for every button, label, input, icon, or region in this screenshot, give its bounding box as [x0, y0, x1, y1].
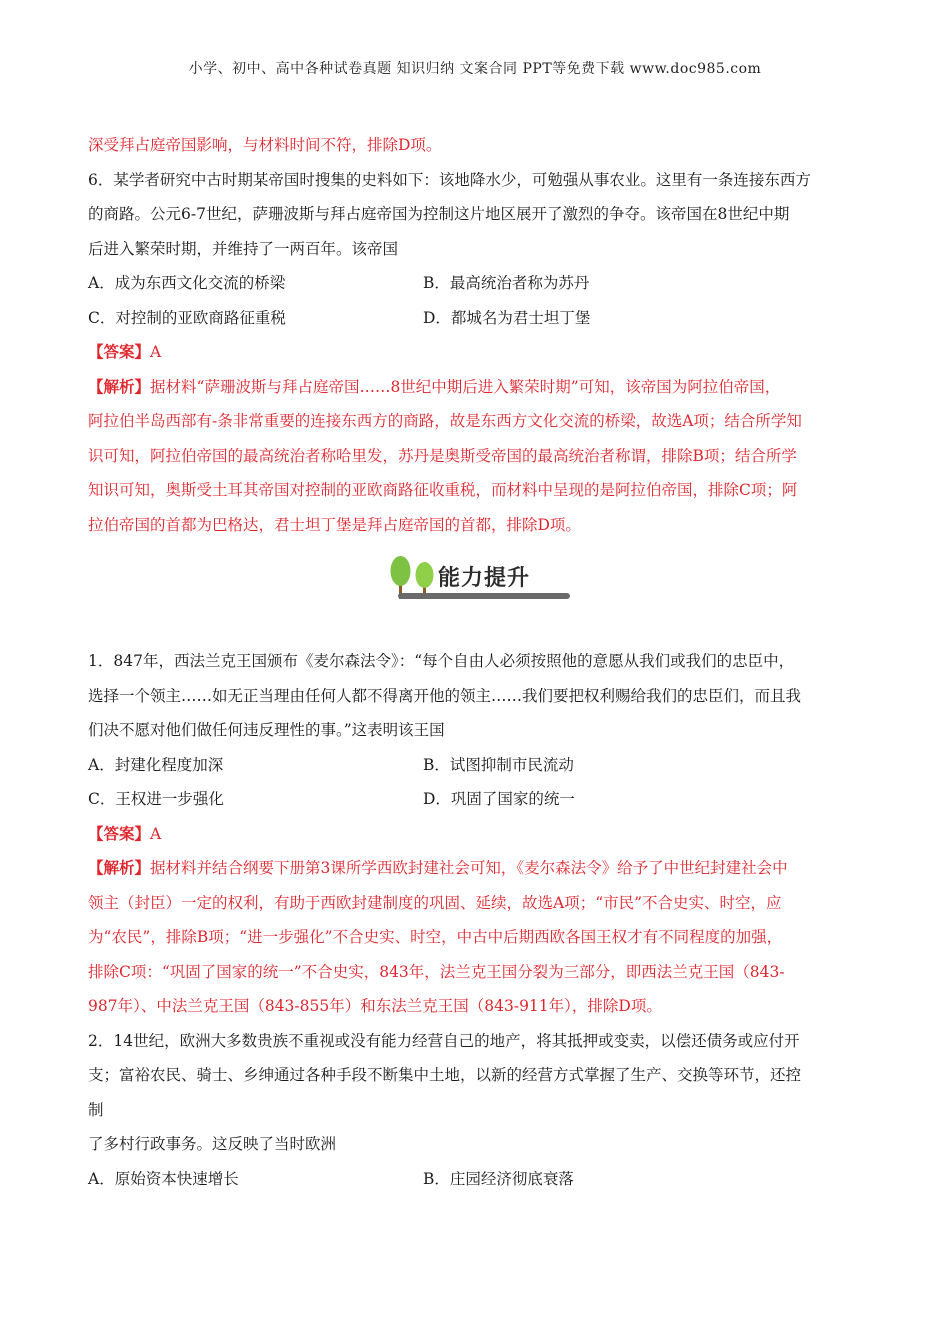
q2-stem-line-3: 制: [88, 1100, 104, 1119]
q2-option-a: A．原始资本快速增长: [88, 1169, 239, 1188]
q1-option-a: A．封建化程度加深: [88, 755, 224, 774]
page-header: 小学、初中、高中各种试卷真题 知识归纳 文案合同 PPT等免费下载 www.doc985.com: [188, 61, 762, 77]
q1-answer-value: A: [150, 824, 162, 843]
section-title: 能力提升: [438, 566, 531, 591]
q6-analysis-line-2: 阿拉伯半岛西部有-条非常重要的连接东西方的商路，故是东西方文化交流的桥梁，故选A项；结合所学知: [88, 412, 802, 430]
q6-option-c: C．对控制的亚欧商路征重税: [88, 308, 286, 327]
q1-analysis-line-4: 排除C项：“巩固了国家的统一”不合史实，843年，法兰克王国分裂为三部分，即西法兰克王国（843-: [88, 962, 785, 981]
q2-options-row-1: [88, 1162, 868, 1197]
q1-analysis-line-2: 领主（封臣）一定的权利，有助于西欧封建制度的巩固、延续，故选A项；“市民”不合史实、时空，应: [88, 893, 782, 912]
q2-stem-line-1: 2．14世纪，欧洲大多数贵族不重视或没有能力经营自己的地产，将其抵押或变卖，以偿还债务或应付开: [88, 1031, 800, 1050]
q1-answer-tag: 【答案】: [88, 823, 151, 843]
q6-answer-value: A: [150, 343, 162, 361]
q1-analysis-text-1: 据材料并结合纲要下册第3课所学西欧封建社会可知，《麦尔森法令》给予了中世纪封建社会中: [150, 859, 788, 877]
question-1: [88, 644, 868, 1024]
q1-option-b: B．试图抑制市民流动: [423, 755, 574, 774]
q6-stem-line-2: 的商路。公元6-7世纪，萨珊波斯与拜占庭帝国为控制这片地区展开了激烈的争夺。该帝国在8世纪中期: [88, 205, 790, 223]
banner-underline: [398, 593, 570, 599]
q6-analysis-text-1: 据材料“萨珊波斯与拜占庭帝国……8世纪中期后进入繁荣时期”可知，该帝国为阿拉伯帝国，: [150, 377, 781, 396]
q6-option-b: B．最高统治者称为苏丹: [423, 274, 590, 292]
q1-stem-line-3: 们决不愿对他们做任何违反理性的事。”这表明该王国: [88, 721, 445, 739]
q1-options-row-2: [88, 782, 868, 817]
question-2: [88, 1024, 868, 1197]
q6-options-row-1: [88, 266, 868, 301]
q2-stem-line-2: 支；富裕农民、骑士、乡绅通过各种手段不断集中土地，以新的经营方式掌握了生产、交换等环节，还控: [88, 1066, 802, 1084]
q2-option-b: B．庄园经济彻底衰落: [423, 1169, 574, 1188]
section-banner: [88, 548, 868, 622]
question-6: [88, 163, 868, 543]
q1-analysis-line-3: 为“农民”，排除B项；“进一步强化”不合史实、时空，中古中后期西欧各国王权才有不同程度的加强，: [88, 928, 783, 946]
q6-stem-line-3: 后进入繁荣时期，并维持了一两百年。该帝国: [88, 239, 399, 258]
q6-stem-line-1: 6．某学者研究中古时期某帝国时搜集的史料如下：该地降水少，可勉强从事农业。这里有一条连接东西方: [88, 170, 811, 189]
q6-analysis-tag: 【解析】: [88, 376, 151, 396]
prev-analysis-tail: 深受拜占庭帝国影响，与材料时间不符，排除D项。: [88, 136, 442, 154]
q1-stem-line-1: 1．847年，西法兰克王国颁布《麦尔森法令》：“每个自由人必须按照他的意愿从我们或我们的忠臣中，: [88, 652, 795, 670]
q1-options-row-1: [88, 748, 868, 783]
q2-stem-line-4: 了多村行政事务。这反映了当时欧洲: [88, 1135, 337, 1153]
q6-analysis-line-4: 知识可知，奥斯受土耳其帝国对控制的亚欧商路征收重税，而材料中呈现的是阿拉伯帝国，排除C项；阿: [88, 481, 798, 499]
q6-options-row-2: [88, 301, 868, 336]
q6-analysis-line-5: 拉伯帝国的首都为巴格达，君士坦丁堡是拜占庭帝国的首都，排除D项。: [88, 515, 581, 534]
q6-analysis-line-3: 识可知，阿拉伯帝国的最高统治者称哈里发，苏丹是奥斯受帝国的最高统治者称谓，排除B项；结合所学: [88, 446, 797, 465]
q6-analysis-line-1: [88, 370, 868, 405]
q6-option-d: D．都城名为君士坦丁堡: [423, 308, 591, 327]
q1-stem-line-2: 选择一个领主……如无正当理由任何人都不得离开他的领主……我们要把权利赐给我们的忠臣们，而且我: [88, 686, 802, 705]
q1-option-c: C．王权进一步强化: [88, 790, 224, 808]
q1-analysis-tag: 【解析】: [88, 858, 151, 877]
q1-option-d: D．巩固了国家的统一: [423, 790, 575, 808]
q1-answer: [88, 817, 868, 852]
q1-analysis-line-5: 987年）、中法兰克王国（843-855年）和东法兰克王国（843-911年），排除D项。: [88, 997, 662, 1015]
q6-option-a: A．成为东西文化交流的桥梁: [88, 274, 286, 292]
q6-answer-tag: 【答案】: [88, 342, 151, 361]
document-body: [88, 128, 868, 1196]
q6-answer: [88, 335, 868, 370]
q1-analysis-line-1: [88, 851, 868, 886]
